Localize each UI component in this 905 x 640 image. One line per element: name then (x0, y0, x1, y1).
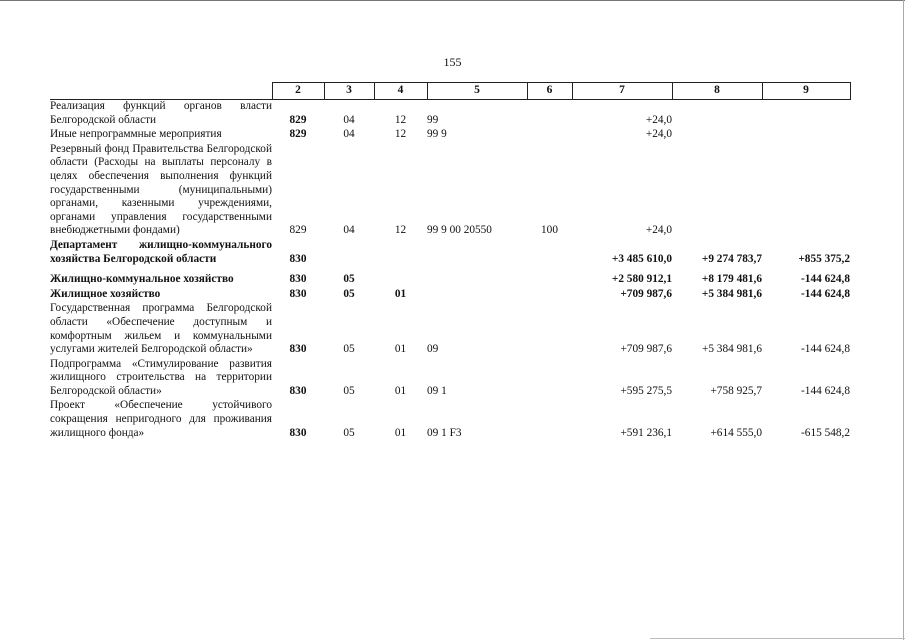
row-cell-c3: 05 (343, 343, 355, 356)
row-cell-c9: -144 624,8 (801, 384, 850, 397)
row-cell-c3: 05 (343, 426, 355, 439)
row-cell-c5 (427, 239, 527, 267)
row-cell-c8 (672, 143, 762, 239)
table-header-row (50, 83, 850, 100)
row-cell-c8: +5 384 981,6 (701, 343, 762, 356)
table-row (50, 239, 850, 267)
row-cell-c2: 830 (289, 287, 307, 300)
row-cell-c5: 09 1 (427, 384, 447, 397)
row-cell-c6 (527, 399, 572, 441)
row-cell-c4: 01 (394, 384, 407, 397)
table-row (50, 100, 850, 129)
row-cell-c5: 09 (427, 343, 439, 356)
row-cell-c3: 05 (343, 287, 355, 300)
table-row (50, 267, 850, 288)
row-cell-c2: 830 (289, 273, 307, 286)
row-cell-c2: 829 (289, 128, 307, 141)
row-cell-c4: 12 (394, 128, 407, 141)
budget-table (50, 82, 851, 441)
row-cell-c4: 12 (394, 224, 407, 237)
header-col-7: 7 (572, 83, 672, 100)
row-name-cell: Жилищно-коммунальное хозяйство (50, 273, 234, 286)
row-cell-c2: 830 (289, 426, 307, 439)
row-cell-c3: 04 (343, 113, 355, 126)
scan-edge-right (903, 0, 904, 640)
row-cell-c9 (762, 143, 850, 239)
page-number: 155 (443, 55, 462, 69)
table-row (50, 358, 850, 400)
row-name-cell: Проект «Обеспечение устойчивого сокращения непригодного для проживания жилищного фонда» (50, 399, 272, 439)
row-cell-c9 (762, 100, 850, 129)
row-cell-c8: +8 179 481,6 (701, 273, 762, 286)
row-cell-c7: +24,0 (645, 113, 672, 126)
row-cell-c2: 829 (289, 113, 307, 126)
row-cell-c9: -144 624,8 (801, 273, 850, 286)
table-row (50, 143, 850, 239)
header-col-8: 8 (672, 83, 762, 100)
row-cell-c5: 99 (427, 113, 439, 126)
row-cell-c3: 05 (343, 273, 355, 286)
row-name-cell: Резервный фонд Правительства Белгородской области (Расходы на выплаты персоналу в целях обеспечения выполнения функций государственными (муниципальными) органами, казенными учреждениями, органами управления государственными внебюджетными фондами) (50, 142, 272, 237)
row-cell-c9: -144 624,8 (801, 287, 850, 300)
row-cell-c8: +5 384 981,6 (701, 287, 762, 300)
row-cell-c5: 09 1 F3 (427, 426, 462, 439)
header-col-9: 9 (762, 83, 850, 100)
row-cell-c9: +855 375,2 (798, 252, 850, 265)
header-col-5: 5 (427, 83, 527, 100)
row-cell-c4: 01 (394, 287, 407, 300)
row-cell-c5 (427, 288, 527, 303)
table-row (50, 399, 850, 441)
row-cell-c7: +3 485 610,0 (611, 252, 672, 265)
row-cell-c9: -615 548,2 (801, 426, 850, 439)
row-cell-c4 (374, 267, 427, 288)
row-cell-c5: 99 9 (427, 128, 447, 141)
row-cell-c6 (527, 288, 572, 303)
header-col-1 (50, 83, 272, 100)
row-name-cell: Департамент жилищно-коммунального хозяйства Белгородской области (50, 238, 272, 265)
row-cell-c2: 830 (289, 384, 307, 397)
row-cell-c3: 05 (343, 384, 355, 397)
row-cell-c8: +9 274 783,7 (701, 252, 762, 265)
row-cell-c2: 830 (289, 252, 307, 265)
table-row (50, 288, 850, 303)
scan-edge-top (0, 0, 905, 1)
row-cell-c8 (672, 128, 762, 143)
row-cell-c7: +2 580 912,1 (611, 273, 672, 286)
row-cell-c3: 04 (343, 224, 355, 237)
row-cell-c8 (672, 100, 762, 129)
row-name-cell: Реализация функций органов власти Белгородской области (50, 100, 272, 126)
table-row (50, 302, 850, 357)
header-col-6: 6 (527, 83, 572, 100)
row-cell-c6: 100 (541, 224, 558, 237)
row-cell-c6 (527, 239, 572, 267)
row-cell-c6 (527, 100, 572, 129)
row-name-cell: Государственная программа Белгородской области «Обеспечение доступным и комфортным жильем и коммунальными услугами жителей Белгородской области» (50, 302, 272, 356)
row-cell-c3: 04 (343, 128, 355, 141)
row-cell-c4: 01 (394, 343, 407, 356)
row-cell-c6 (527, 358, 572, 400)
row-name-cell: Жилищное хозяйство (50, 287, 161, 300)
row-cell-c7: +591 236,1 (620, 426, 672, 439)
row-cell-c7: +595 275,5 (620, 384, 672, 397)
row-cell-c4: 12 (394, 113, 407, 126)
row-cell-c7: +709 987,6 (620, 287, 672, 300)
row-cell-c9: -144 624,8 (801, 343, 850, 356)
header-col-4: 4 (374, 83, 427, 100)
header-col-2: 2 (272, 83, 324, 100)
row-cell-c8: +758 925,7 (710, 384, 762, 397)
row-cell-c9 (762, 128, 850, 143)
row-cell-c4: 01 (394, 426, 407, 439)
row-cell-c7: +24,0 (645, 224, 672, 237)
row-cell-c8: +614 555,0 (710, 426, 762, 439)
scan-edge-bottom (650, 638, 905, 639)
row-cell-c5: 99 9 00 20550 (427, 224, 492, 237)
table-row (50, 128, 850, 143)
row-cell-c7: +24,0 (645, 128, 672, 141)
row-cell-c4 (374, 239, 427, 267)
header-col-3: 3 (324, 83, 374, 100)
row-cell-c5 (427, 267, 527, 288)
row-cell-c3 (324, 239, 374, 267)
row-cell-c2: 829 (289, 224, 307, 237)
row-cell-c6 (527, 302, 572, 357)
row-cell-c7: +709 987,6 (620, 343, 672, 356)
row-cell-c2: 830 (289, 343, 307, 356)
row-cell-c6 (527, 267, 572, 288)
row-name-cell: Подпрограмма «Стимулирование развития жилищного строительства на территории Белгородской области» (50, 357, 272, 397)
row-cell-c6 (527, 128, 572, 143)
row-name-cell: Иные непрограммные мероприятия (50, 128, 222, 141)
